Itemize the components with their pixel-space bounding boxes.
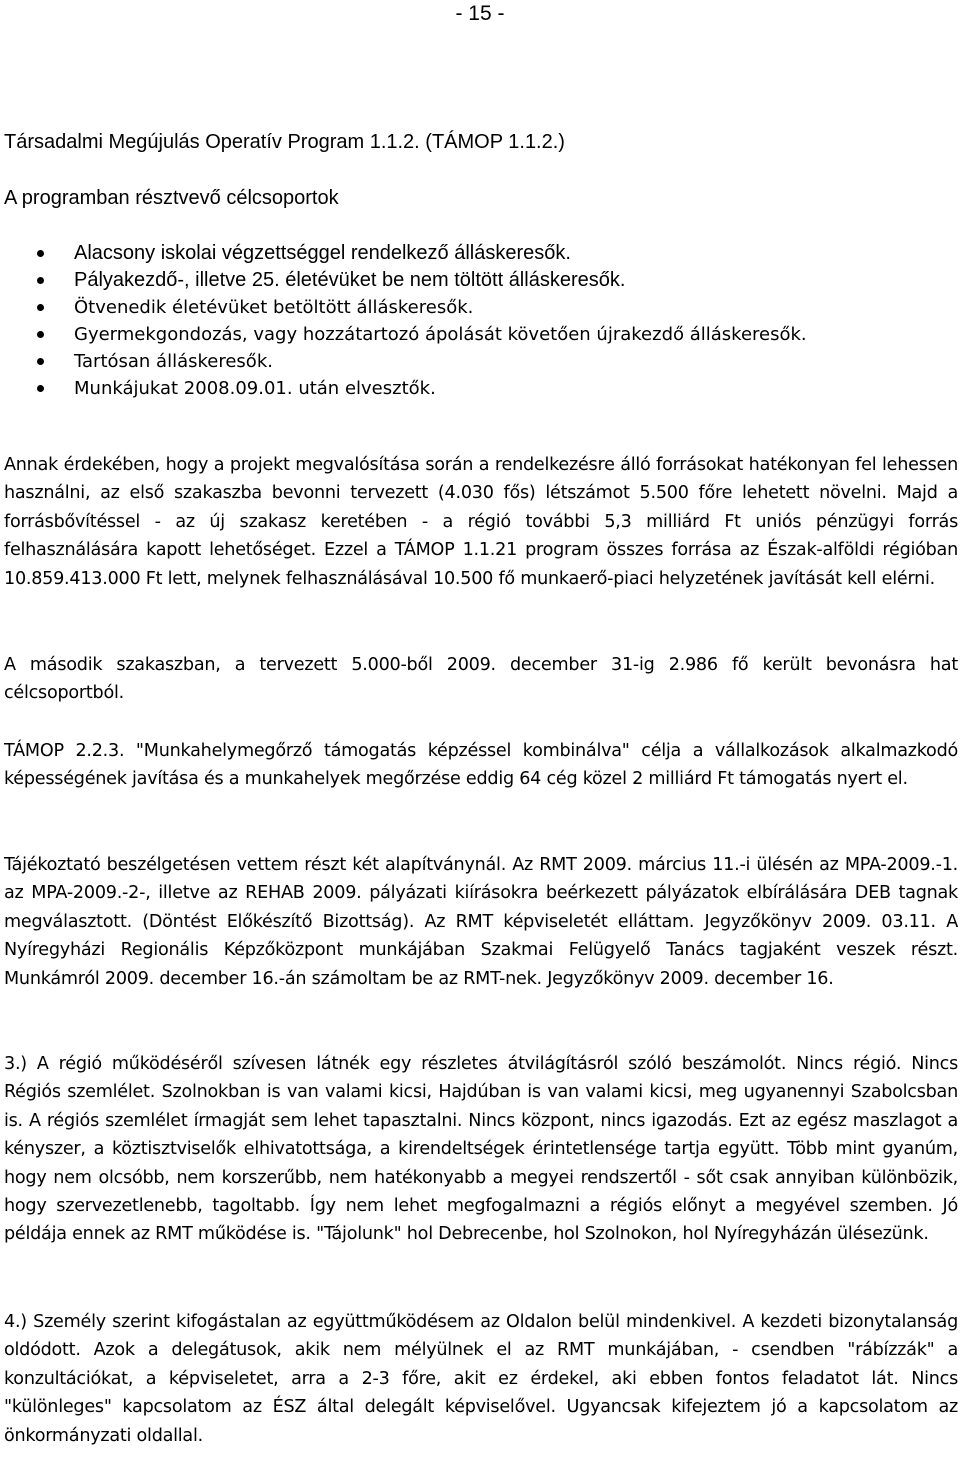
bullet-icon [37,304,44,311]
paragraph-rmt-activity: Tájékoztató beszélgetésen vettem részt két alapítványnál. Az RMT 2009. március 11.-i ülésén az MPA-2009.-1. az MPA-2009.-2-, illetve az REHAB 2009. pályázati kiírásokra beérkezett pályázatok elbírálására DEB tagnak megválasztott. (Döntést Előkészítő Bizottság). Az RMT képviseletét elláttam. Jegyzőkönyv 2009. 03.11. A Nyíregyházi Regionális Képzőközpont munkájában Szakmai Felügyelő Tanács tagjaként veszek részt. Munkámról 2009. december 16.-án számoltam be az RMT-nek. Jegyzőkönyv 2009. december 16. [4,855,958,989]
paragraph-tamop-223: TÁMOP 2.2.3. "Munkahelymegőrző támogatás képzéssel kombinálva" célja a vállalkozások alkalmazkodó képességének javítása és a munkahelyek megőrzése eddig 64 cég közel 2 milliárd Ft támogatás nyert el. [4,741,958,790]
list-item [0,321,807,348]
list-item [0,294,807,321]
target-groups-list [0,240,807,402]
list-item [0,375,807,402]
list-item-text: Tartósan álláskeresők. [74,351,273,372]
paragraph-second-phase: A második szakaszban, a tervezett 5.000-ből 2009. december 31-ig 2.986 fő került bevonásra hat célcsoportból. [4,655,958,704]
paragraph-region-operation: 3.) A régió működéséről szívesen látnék egy részletes átvilágításról szóló beszámolót. Nincs régió. Nincs Régiós szemlélet. Szolnokban is van valami kicsi, Hajdúban is van valami kicsi, meg ugyanennyi Szabolcsban is. A régiós szemlélet írmagját sem lehet tapasztalni. Nincs központ, nincs igazodás. Ezt az egész maszlagot a kényszer, a köztisztviselők elhivatottsága, a kirendeltségek érintetlensége tartja együtt. Több mint gyanúm, hogy nem olcsóbb, nem korszerűbb, nem hatékonyabb a megyei rendszertől - sőt csak annyiban különbözik, hogy szervezetlenebb, tagoltabb. Így nem lehet megfogalmazni a régiós előnyt a megyével szemben. Jó példája ennek az RMT működése is. "Tájolunk" hol Debrecenbe, hol Szolnokon, hol Nyíregyházán ülésezünk. [4,1054,958,1245]
paragraph-cooperation: 4.) Személy szerint kifogástalan az együttműködésem az Oldalon belül mindenkivel. A kezdeti bizonytalanság oldódott. Azok a delegátusok, akik nem mélyülnek el az RMT munkájában, - csendben "rábízzák" a konzultációkat, a képviseletet, arra a 2-3 főre, akit ez érdekel, aki ebben fontos feladatot lát. Nincs "különleges" kapcsolatom az ÉSZ által delegált képviselővel. Ugyancsak kifejeztem jó a kapcsolatom az önkormányzati oldallal. [4,1312,958,1446]
program-heading: Társadalmi Megújulás Operatív Program 1.1.2. (TÁMOP 1.1.2.) [4,131,565,153]
list-item-text: Alacsony iskolai végzettséggel rendelkező álláskeresők. [74,242,571,264]
list-item-text: Pályakezdő-, illetve 25. életévüket be nem töltött álláskeresők. [74,269,626,291]
page-number: - 15 - [455,2,505,25]
list-item [0,240,807,267]
bullet-icon [37,331,44,338]
target-groups-heading: A programban résztvevő célcsoportok [4,187,339,209]
list-item-text: Gyermekgondozás, vagy hozzátartozó ápolását követően újrakezdő álláskeresők. [74,324,807,345]
list-item-text: Munkájukat 2008.09.01. után elvesztők. [74,378,436,399]
paragraph-resources: Annak érdekében, hogy a projekt megvalósítása során a rendelkezésre álló forrásokat hatékonyan fel lehessen használni, az első szakaszba bevonni tervezett (4.030 fős) létszámot 5.500 főre lehetett növelni. Majd a forrásbővítéssel - az új szakasz keretében - a régió további 5,3 milliárd Ft uniós pénzügyi forrás felhasználására kapott lehetőséget. Ezzel a TÁMOP 1.1.21 program összes forrása az Észak-alföldi régióban 10.859.413.000 Ft lett, melynek felhasználásával 10.500 fő munkaerő-piaci helyzetének javítását kell elérni. [4,455,958,589]
list-item [0,267,807,294]
bullet-icon [37,250,44,257]
list-item-text: Ötvenedik életévüket betöltött álláskeresők. [74,297,474,318]
list-item [0,348,807,375]
bullet-icon [37,385,44,392]
bullet-icon [37,358,44,365]
bullet-icon [37,277,44,284]
